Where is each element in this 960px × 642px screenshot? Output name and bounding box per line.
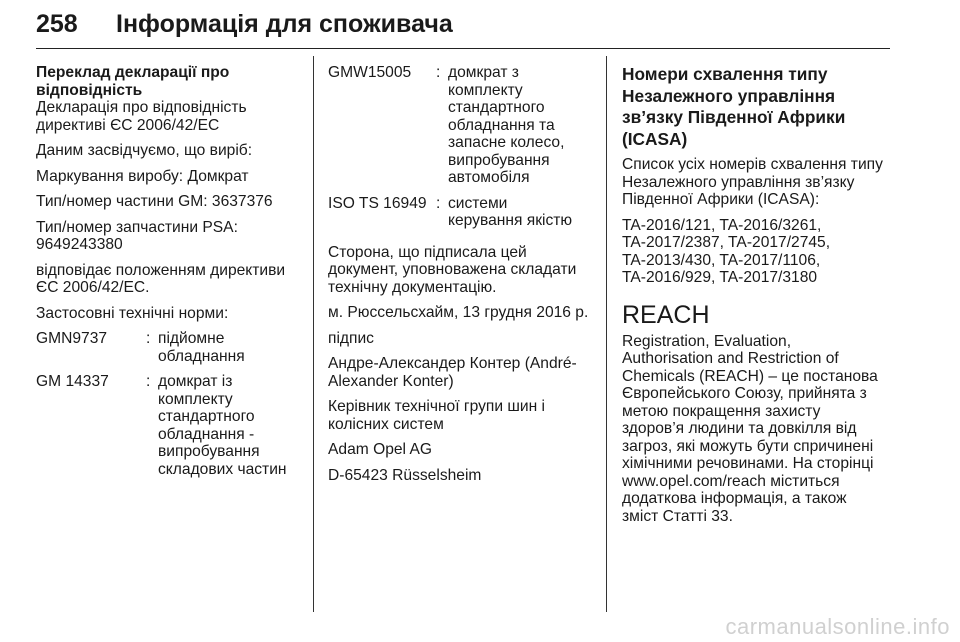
standard-row: [328, 195, 594, 230]
declaration-heading: Переклад декларації про відповідність: [36, 64, 230, 99]
compliance-text: відповідає положенням директиви ЄС 2006/42/EC.: [36, 261, 286, 296]
standard-row: [36, 330, 298, 365]
psa-part-number: Тип/номер запчастини PSA: 9649243380: [36, 218, 238, 253]
icasa-numbers: TA-2016/121, TA-2016/3261, TA-2017/2387, TA-2017/2745, TA-2013/430, TA-2017/1106, TA-2016/929, TA-2017/3180: [622, 216, 831, 286]
company-address: D-65423 Rüsselsheim: [328, 466, 482, 484]
standard-description: домкрат із комплекту стандартного обладнання - випробування складових частин: [158, 373, 287, 478]
declaration-statement: Даним засвідчуємо, що виріб:: [36, 142, 253, 159]
reach-heading: REACH: [622, 300, 710, 329]
standard-code: GMW15005: [328, 64, 412, 81]
standard-colon: :: [436, 64, 441, 81]
standard-code: GMN9737: [36, 330, 108, 347]
standard-code: GM 14337: [36, 373, 109, 390]
column-left: [36, 64, 298, 486]
signatory-position: Керівник технічної групи шин і колісних систем: [328, 398, 545, 433]
standard-row: [36, 373, 298, 478]
signatory-name: Андре-Александер Контер (André- Alexander Konter): [328, 355, 577, 390]
standard-description: підйомне обладнання: [158, 330, 245, 365]
column-middle: [328, 64, 594, 492]
watermark: carmanualsonline.info: [725, 614, 950, 639]
icasa-heading: Номери схвалення типу Незалежного управління зв’язку Південної Африки (ICASA): [622, 64, 846, 149]
reach-text: Registration, Evaluation, Authorisation and Restriction of Chemicals (REACH) – це постанова Європейського Союзу, прийнята з метою покращення захисту здоров’я людини та довкілля від загроз, які можуть бути спричинені хімічними речовинами. На сторінці www.opel.com/reach міститься додаткова інформація, а також зміст Статті 33.: [622, 332, 878, 525]
column-right: [622, 64, 892, 533]
standard-row: [328, 64, 594, 187]
declaration-directive: Декларація про відповідність директиві ЄС 2006/42/EC: [36, 99, 247, 134]
standard-description: домкрат з комплекту стандартного обладнання та запасне колесо, випробування автомобіля: [448, 64, 565, 186]
standard-description: системи керування якістю: [448, 194, 573, 229]
standards-intro: Застосовні технічні норми:: [36, 304, 229, 322]
product-marking: Маркування виробу: Домкрат: [36, 167, 249, 185]
standard-code: ISO TS 16949: [328, 194, 427, 212]
gm-part-number: Тип/номер частини GM: 3637376: [36, 193, 273, 210]
standard-colon: :: [436, 194, 441, 212]
standard-colon: :: [146, 330, 151, 347]
place-date: м. Рюссельсхайм, 13 грудня 2016 р.: [328, 304, 589, 321]
column-divider-1: [313, 56, 314, 612]
page-title: Інформація для споживача: [116, 10, 453, 38]
icasa-intro: Список усіх номерів схвалення типу Незалежного управління зв’язку Південної Африки (ICASA):: [622, 156, 883, 208]
company-name: Adam Opel AG: [328, 441, 433, 458]
signature-label: підпис: [328, 329, 374, 347]
column-divider-2: [606, 56, 607, 612]
page-header: [36, 0, 890, 49]
standard-colon: :: [146, 373, 151, 390]
page-number: 258: [36, 10, 78, 38]
signatory-statement: Сторона, що підписала цей документ, уповноважена складати технічну документацію.: [328, 243, 577, 296]
